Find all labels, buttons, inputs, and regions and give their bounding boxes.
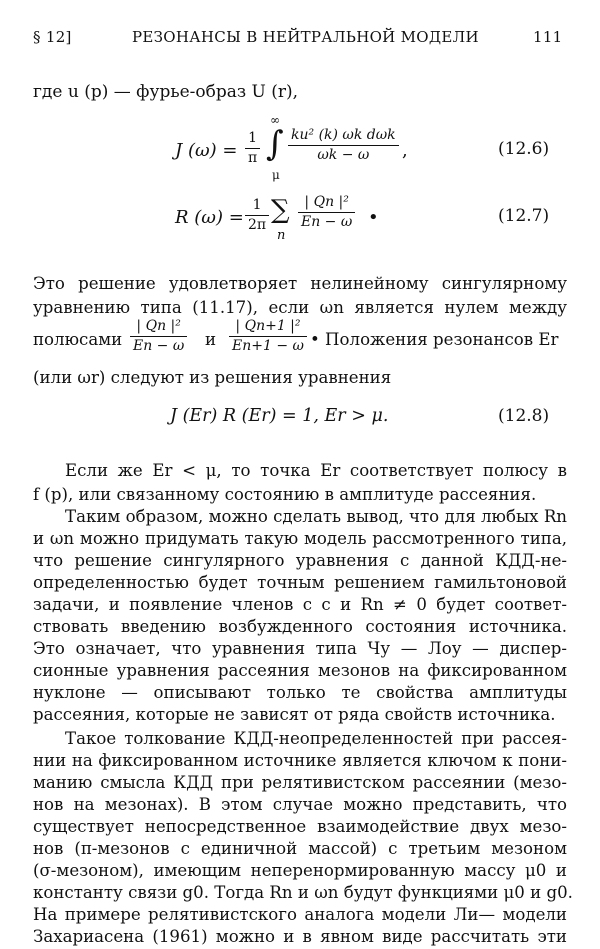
para3-line-9: нуклоне — описывают только те свойства амплитуды (33, 683, 567, 702)
para3-line-6: ствовать введению возбужденного состояния источника. (33, 617, 567, 636)
header-section: § 12] (33, 28, 72, 46)
para3-line-5: задачи, и появление членов с c и Rn ≠ 0 будет соответ- (33, 595, 567, 614)
eq-12-6-integrand (288, 127, 399, 164)
para2-line-1: Если же Er < μ, то точка Er соответствует полюсу в (65, 461, 567, 480)
eq-12-6-coef-den: π (248, 150, 258, 166)
para3-line-7: Это означает, что уравнения типа Чу — Лоу — диспер- (33, 639, 567, 658)
eq-12-7-num: | Qn |² (298, 194, 355, 213)
eq-12-7-coef-den: 2π (248, 217, 267, 233)
eq-12-6-num: ku² (k) ωk dωk (288, 127, 399, 146)
eq-12-6-lower-limit: μ (272, 168, 280, 182)
header-title: РЕЗОНАНСЫ В НЕЙТРАЛЬНОЙ МОДЕЛИ (132, 28, 479, 46)
poles-frac2-den: En+1 − ω (232, 338, 304, 354)
eq-12-6-lhs: J (ω) = (175, 140, 238, 161)
eq-12-6-number: (12.6) (498, 139, 550, 159)
para3-line-4: определенностью будет точным решением гамильтоновой (33, 573, 567, 592)
eq-12-7-den: En − ω (301, 214, 353, 230)
summation-sign-icon: ∑ (271, 195, 290, 225)
poles-frac1-num: | Qn |² (130, 318, 187, 337)
eq-12-7-tail: • (368, 207, 379, 228)
poles-frac2-num: | Qn+1 |² (229, 318, 307, 337)
poles-suffix: • Положения резонансов Er (310, 330, 559, 349)
integral-sign-icon: ∫ (266, 124, 284, 164)
para3-line-10: рассеяния, которые не зависят от ряда свойств источника. (33, 705, 556, 724)
para1-line-2: уравнению типа (11.17), если ωn является нулем между (33, 298, 567, 317)
para4-line-1: Такое толкование КДД-неопределенностей при рассея- (65, 729, 567, 748)
para4-line-9: На примере релятивистского аналога модели Ли— модели (33, 905, 567, 924)
equation-12-8: J (Er) R (Er) = 1, Er > μ. (170, 406, 389, 426)
para1-line-1: Это решение удовлетворяет нелинейному сингулярному (33, 274, 567, 293)
para4-line-3: манию смысла КДД при релятивистском рассеянии (мезо- (33, 773, 567, 792)
para4-line-7: (σ-мезоном), имеющим неперенормированную массу μ0 и (33, 861, 567, 880)
eq-12-6-tail: , (402, 140, 408, 161)
para4-line-10: Захариасена (1961) можно и в явном виде рассчитать эти (33, 927, 567, 946)
eq-12-7-coef-num: 1 (245, 197, 269, 216)
para3-line-8: сионные уравнения рассеяния мезонов на фиксированном (33, 661, 567, 680)
para4-line-4: нов на мезонах). В этом случае можно представить, что (33, 795, 567, 814)
para1-end: (или ωr) следуют из решения уравнения (33, 368, 392, 387)
para3-line-2: и ωn можно придумать такую модель рассмотренного типа, (33, 529, 567, 548)
poles-prefix: полюсами (33, 330, 123, 349)
poles-fraction-2 (229, 318, 307, 355)
eq-12-6-den: ωk − ω (317, 147, 370, 163)
eq-12-6-coef (245, 130, 260, 167)
eq-12-6-coef-num: 1 (245, 130, 260, 149)
intro-line: где u (p) — фурье-образ U (r), (33, 82, 299, 102)
eq-12-7-summand (298, 194, 355, 231)
eq-12-7-lhs: R (ω) = (175, 207, 244, 228)
para4-line-6: нов (π-мезонов с единичной массой) с третьим мезоном (33, 839, 567, 858)
eq-12-7-sum-index: n (277, 228, 286, 243)
para4-line-8: константу связи g0. Тогда Rn и ωn будут функциями μ0 и g0. (33, 883, 573, 902)
eq-12-7-coef (245, 197, 269, 234)
para3-line-1: Таким образом, можно сделать вывод, что для любых Rn (65, 507, 567, 526)
para4-line-2: нии на фиксированном источнике является ключом к пони- (33, 751, 567, 770)
para4-line-5: существует непосредственное взаимодействие двух мезо- (33, 817, 567, 836)
eq-12-6-upper-limit: ∞ (270, 113, 280, 127)
eq-12-7-number: (12.7) (498, 206, 550, 226)
para2-line-2: f (p), или связанному состоянию в амплитуде рассеяния. (33, 485, 537, 504)
para3-line-3: что решение сингулярного уравнения с данной КДД-не- (33, 551, 567, 570)
eq-12-8-number: (12.8) (498, 406, 550, 426)
poles-frac1-den: En − ω (133, 338, 185, 354)
header-page-number: 111 (533, 28, 563, 46)
poles-and: и (205, 330, 217, 349)
poles-fraction-1 (130, 318, 187, 355)
